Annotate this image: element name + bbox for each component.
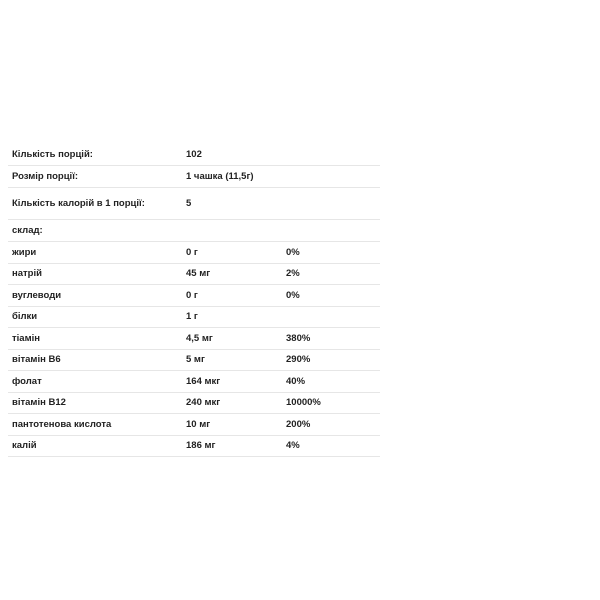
nutrient-name: жири (12, 246, 37, 258)
nutrient-name: білки (12, 311, 38, 323)
composition-label: склад: (12, 225, 43, 236)
nutrient-amount: 10 мг (186, 418, 211, 430)
serving-size-label: Розмір порції: (12, 171, 79, 182)
nutrient-name: калій (12, 440, 37, 452)
nutrient-amount: 0 г (186, 289, 198, 301)
nutrient-daily-value: 4% (286, 440, 300, 452)
nutrient-name: вітамін B12 (12, 397, 66, 409)
nutrient-daily-value: 380% (286, 332, 311, 344)
nutrient-amount: 4,5 мг (186, 332, 213, 344)
servings-count-label: Кількість порцій: (12, 149, 93, 160)
servings-count-row (8, 144, 380, 166)
calories-row (8, 188, 380, 220)
nutrient-row (8, 371, 380, 393)
nutrient-name: фолат (12, 375, 42, 387)
nutrient-daily-value: 290% (286, 354, 311, 366)
nutrient-daily-value: 2% (286, 268, 300, 280)
nutrient-name: натрій (12, 268, 42, 280)
nutrition-table (8, 144, 380, 457)
nutrient-row (8, 285, 380, 307)
nutrient-row (8, 242, 380, 264)
nutrient-name: вуглеводи (12, 289, 62, 301)
nutrient-amount: 45 мг (186, 268, 211, 280)
nutrient-row (8, 393, 380, 415)
nutrient-row (8, 264, 380, 286)
serving-size-row (8, 166, 380, 188)
nutrient-daily-value: 40% (286, 375, 306, 387)
nutrient-name: вітамін B6 (12, 354, 61, 366)
nutrient-row (8, 328, 380, 350)
nutrient-amount: 186 мг (186, 440, 216, 452)
nutrient-row (8, 307, 380, 329)
nutrient-daily-value: 0% (286, 246, 300, 258)
nutrient-row (8, 436, 380, 458)
serving-size-value: 1 чашка (11,5г) (186, 171, 254, 182)
nutrient-amount: 240 мкг (186, 397, 221, 409)
nutrient-amount: 0 г (186, 246, 198, 258)
calories-label: Кількість калорій в 1 порції: (12, 198, 145, 209)
nutrient-name: пантотенова кислота (12, 418, 112, 430)
nutrient-amount: 164 мкг (186, 375, 221, 387)
calories-value: 5 (186, 198, 192, 209)
nutrient-row (8, 414, 380, 436)
nutrient-daily-value: 10000% (286, 397, 321, 409)
nutrient-daily-value: 0% (286, 289, 300, 301)
nutrient-name: тіамін (12, 332, 40, 344)
nutrient-row (8, 350, 380, 372)
nutrient-daily-value: 200% (286, 418, 311, 430)
composition-header-row (8, 220, 380, 242)
nutrient-amount: 1 г (186, 311, 198, 323)
nutrient-amount: 5 мг (186, 354, 205, 366)
servings-count-value: 102 (186, 149, 202, 160)
